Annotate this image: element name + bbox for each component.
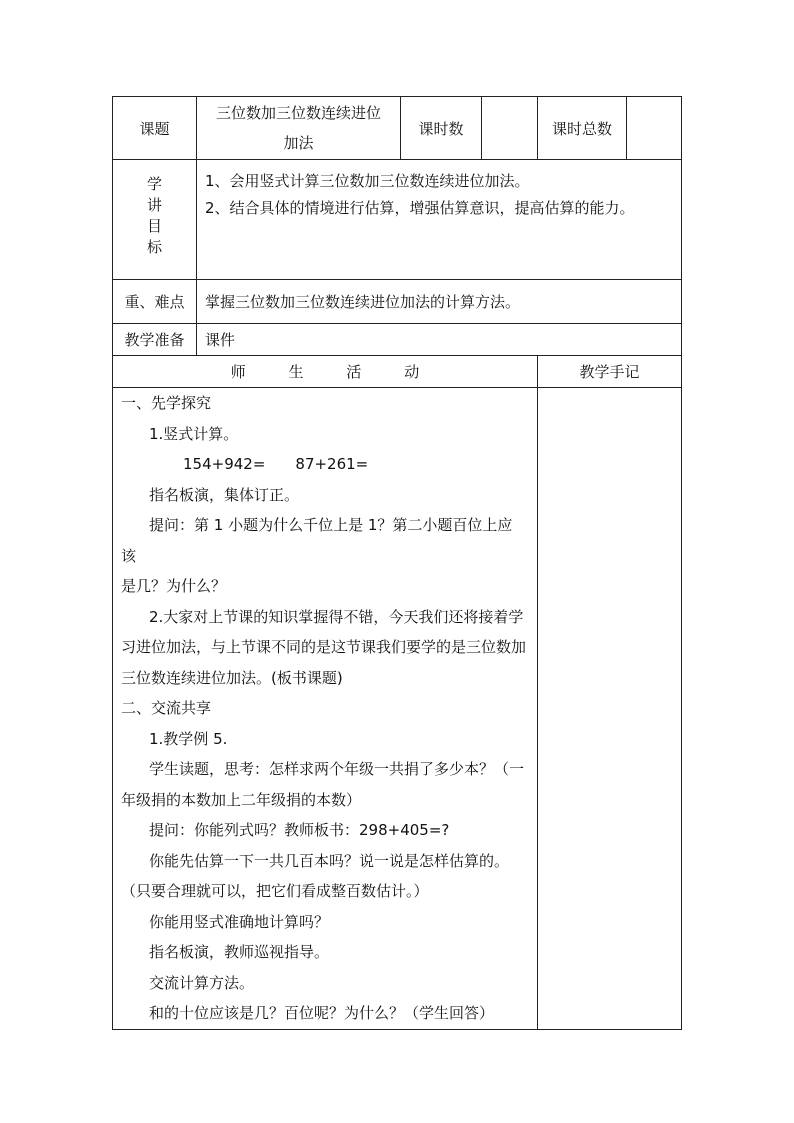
hours-label: 课时数 <box>401 97 482 160</box>
activity-header-row <box>113 356 682 388</box>
key-points-value: 掌握三位数加三位数连续进位加法的计算方法。 <box>197 280 682 324</box>
topic-value-line2: 加法 <box>283 134 314 152</box>
activity-header <box>113 356 538 388</box>
body-line: （只要合理就可以，把它们看成整百数估计。） <box>121 882 429 900</box>
body-line: 1.竖式计算。 <box>149 424 239 443</box>
body-line: 154+942= 87+261= <box>183 455 369 473</box>
body-line: 指名板演，集体订正。 <box>149 485 300 504</box>
notes-body <box>538 388 682 1030</box>
goal-item: 1、会用竖式计算三位数加三位数连续进位加法。 <box>205 172 530 190</box>
body-line: 指名板演，教师巡视指导。 <box>149 943 330 961</box>
activity-header-char: 活 <box>346 363 362 381</box>
goals-label-char: 标 <box>146 238 162 256</box>
activity-header-char: 师 <box>230 363 246 381</box>
body-line: 和的十位应该是几？百位呢？为什么？（学生回答） <box>149 1004 495 1022</box>
topic-row <box>113 97 682 160</box>
body-line: 学生读题，思考：怎样求两个年级一共捐了多少本？（一 <box>149 760 525 778</box>
goals-label-char: 讲 <box>146 196 162 214</box>
body-line: 是几？为什么？ <box>121 577 227 595</box>
body-line: 你能用竖式准确地计算吗？ <box>149 912 330 931</box>
body-line: 2.大家对上节课的知识掌握得不错，今天我们还将接着学 <box>149 607 524 626</box>
body-row <box>113 388 682 1030</box>
goals-row <box>113 160 682 280</box>
goals-label <box>113 160 197 280</box>
topic-value-line1: 三位数加三位数连续进位 <box>215 104 381 122</box>
body-line: 提问：第 1 小题为什么千位上是 1？第二小题百位上应该 <box>121 516 513 565</box>
total-hours-label: 课时总数 <box>538 97 627 160</box>
lesson-plan-table <box>112 96 682 1030</box>
preparation-value: 课件 <box>197 324 682 356</box>
goals-content <box>197 160 682 280</box>
body-line: 提问：你能列式吗？教师板书：298+405=? <box>149 821 450 839</box>
body-line: 三位数连续进位加法。(板书课题) <box>121 668 343 687</box>
topic-label: 课题 <box>113 97 197 160</box>
goal-item: 2、结合具体的情境进行估算，增强估算意识，提高估算的能力。 <box>205 199 635 217</box>
topic-value <box>197 97 401 160</box>
notes-header: 教学手记 <box>538 356 682 388</box>
preparation-label: 教学准备 <box>113 324 197 356</box>
activity-header-char: 生 <box>288 363 304 381</box>
activity-header-char: 动 <box>404 363 420 381</box>
section-heading: 一、先学探究 <box>121 394 212 412</box>
body-line: 年级捐的本数加上二年级捐的本数） <box>121 790 362 809</box>
preparation-row <box>113 324 682 356</box>
hours-value <box>482 97 538 160</box>
goals-label-char: 目 <box>146 217 162 235</box>
activity-body <box>113 388 538 1030</box>
total-hours-value <box>627 97 682 160</box>
key-points-label: 重、难点 <box>113 280 197 324</box>
body-line: 交流计算方法。 <box>149 973 255 992</box>
section-heading: 二、交流共享 <box>121 699 212 717</box>
body-line: 习进位加法，与上节课不同的是这节课我们要学的是三位数加 <box>121 638 527 656</box>
body-line: 1.教学例 5. <box>149 729 228 748</box>
body-line: 你能先估算一下一共几百本吗？说一说是怎样估算的。 <box>149 851 510 870</box>
key-points-row <box>113 280 682 324</box>
goals-label-char: 学 <box>146 175 162 193</box>
